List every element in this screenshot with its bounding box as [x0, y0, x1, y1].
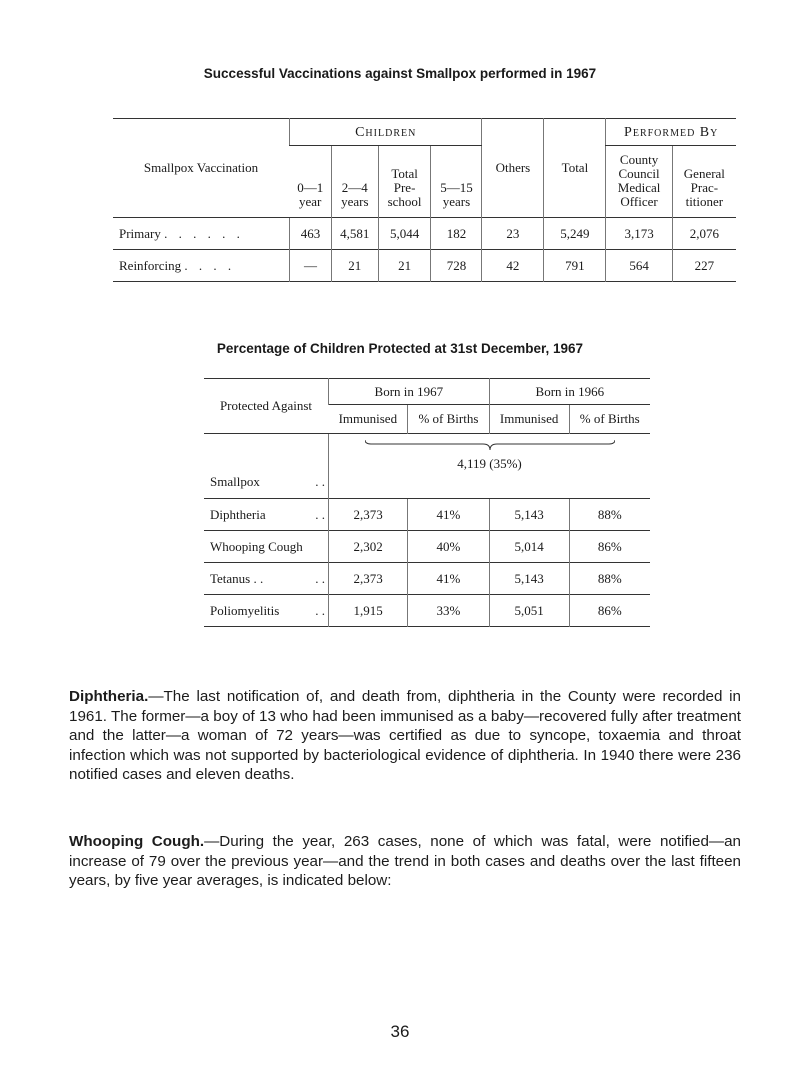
- percentage-protected-table: [204, 378, 650, 627]
- cell: —: [290, 250, 332, 282]
- cell: 2,373: [329, 563, 408, 595]
- immunised-1966-header: Immunised: [489, 405, 569, 434]
- cell: 5,051: [489, 595, 569, 627]
- cell: 86%: [569, 595, 650, 627]
- col-general-practitioner: General Prac- titioner: [672, 146, 736, 218]
- cell: 564: [606, 250, 672, 282]
- born-1967-header: Born in 1967: [329, 379, 490, 405]
- cell: 86%: [569, 531, 650, 563]
- whooping-cough-heading: Whooping Cough.: [69, 833, 205, 850]
- cell: 791: [544, 250, 606, 282]
- pct-births-1967-header: % of Births: [408, 405, 490, 434]
- table-row: [204, 434, 650, 499]
- pct-births-1966-header: % of Births: [569, 405, 650, 434]
- page-number: 36: [390, 1022, 410, 1041]
- cell: 40%: [408, 531, 490, 563]
- table-row: [204, 563, 650, 595]
- cell: 182: [431, 218, 482, 250]
- cell: 5,044: [378, 218, 431, 250]
- row-label: Diphtheria . .: [204, 499, 329, 531]
- cell: 4,581: [331, 218, 378, 250]
- diphtheria-paragraph: Diphtheria.—The last notification of, and death from, diphtheria in the County were recorded in 1961. The former—a boy of 13 who had been immunised as a baby—recovered fully after treatment and the latter—a woman of 72 years—was certified as due to syncope, toxaemia and throat infection which was not supported by bacteriological evidence of diphtheria. In 1940 there were 236 notified cases and eleven deaths.: [69, 688, 741, 783]
- diphtheria-heading: Diphtheria.: [69, 688, 149, 705]
- cell: 1,915: [329, 595, 408, 627]
- cell: 2,373: [329, 499, 408, 531]
- smallpox-vaccination-table: [113, 118, 736, 282]
- cell: 41%: [408, 499, 490, 531]
- brace-mark: [365, 438, 615, 452]
- children-group-header: Children: [290, 119, 482, 146]
- protected-against-header: Protected Against: [219, 398, 313, 413]
- whooping-cough-paragraph: Whooping Cough.—During the year, 263 cases, none of which was fatal, were notified—an increase of 79 over the previous year—and the trend in both cases and deaths over the last fifteen years, by five year averages, is indicated below:: [69, 833, 741, 889]
- row-label: Tetanus . . . .: [204, 563, 329, 595]
- cell: 227: [672, 250, 736, 282]
- table-row: [113, 218, 736, 250]
- col-5-15-years: 5—15 years: [431, 146, 482, 218]
- row-label: Smallpox . .: [204, 434, 329, 499]
- cell: 33%: [408, 595, 490, 627]
- cell: 728: [431, 250, 482, 282]
- col-county-council-medical-officer: County Council Medical Officer: [606, 146, 672, 218]
- others-header: Others: [482, 119, 544, 218]
- row-label: Reinforcing . . . .: [113, 250, 290, 282]
- total-header: Total: [544, 119, 606, 218]
- table-row: [204, 595, 650, 627]
- cell: 5,143: [489, 563, 569, 595]
- col-2-4-years: 2—4 years: [331, 146, 378, 218]
- row-label: Whooping Cough: [204, 531, 329, 563]
- cell: 88%: [569, 499, 650, 531]
- col-total-preschool: Total Pre- school: [378, 146, 431, 218]
- smallpox-table-title: Successful Vaccinations against Smallpox performed in 1967: [203, 66, 597, 81]
- cell: 42: [482, 250, 544, 282]
- cell: 5,249: [544, 218, 606, 250]
- row-label: Poliomyelitis . .: [204, 595, 329, 627]
- cell: 5,143: [489, 499, 569, 531]
- born-1966-header: Born in 1966: [489, 379, 650, 405]
- col-0-1-year: 0—1 year: [297, 180, 324, 209]
- cell: 3,173: [606, 218, 672, 250]
- cell: 2,302: [329, 531, 408, 563]
- table-row: [204, 499, 650, 531]
- immunised-1967-header: Immunised: [329, 405, 408, 434]
- performed-by-group-header: Performed By: [606, 119, 736, 146]
- row-header: Smallpox Vaccination: [143, 160, 259, 175]
- cell: 88%: [569, 563, 650, 595]
- table-row: [113, 250, 736, 282]
- cell: 2,076: [672, 218, 736, 250]
- table-row: [204, 531, 650, 563]
- cell: 463: [290, 218, 332, 250]
- smallpox-merged-cell: 4,119 (35%): [329, 434, 651, 499]
- protected-table-title: Percentage of Children Protected at 31st December, 1967: [216, 341, 584, 356]
- row-label: Primary . . . . . .: [113, 218, 290, 250]
- cell: 23: [482, 218, 544, 250]
- cell: 21: [378, 250, 431, 282]
- cell: 21: [331, 250, 378, 282]
- cell: 5,014: [489, 531, 569, 563]
- cell: 41%: [408, 563, 490, 595]
